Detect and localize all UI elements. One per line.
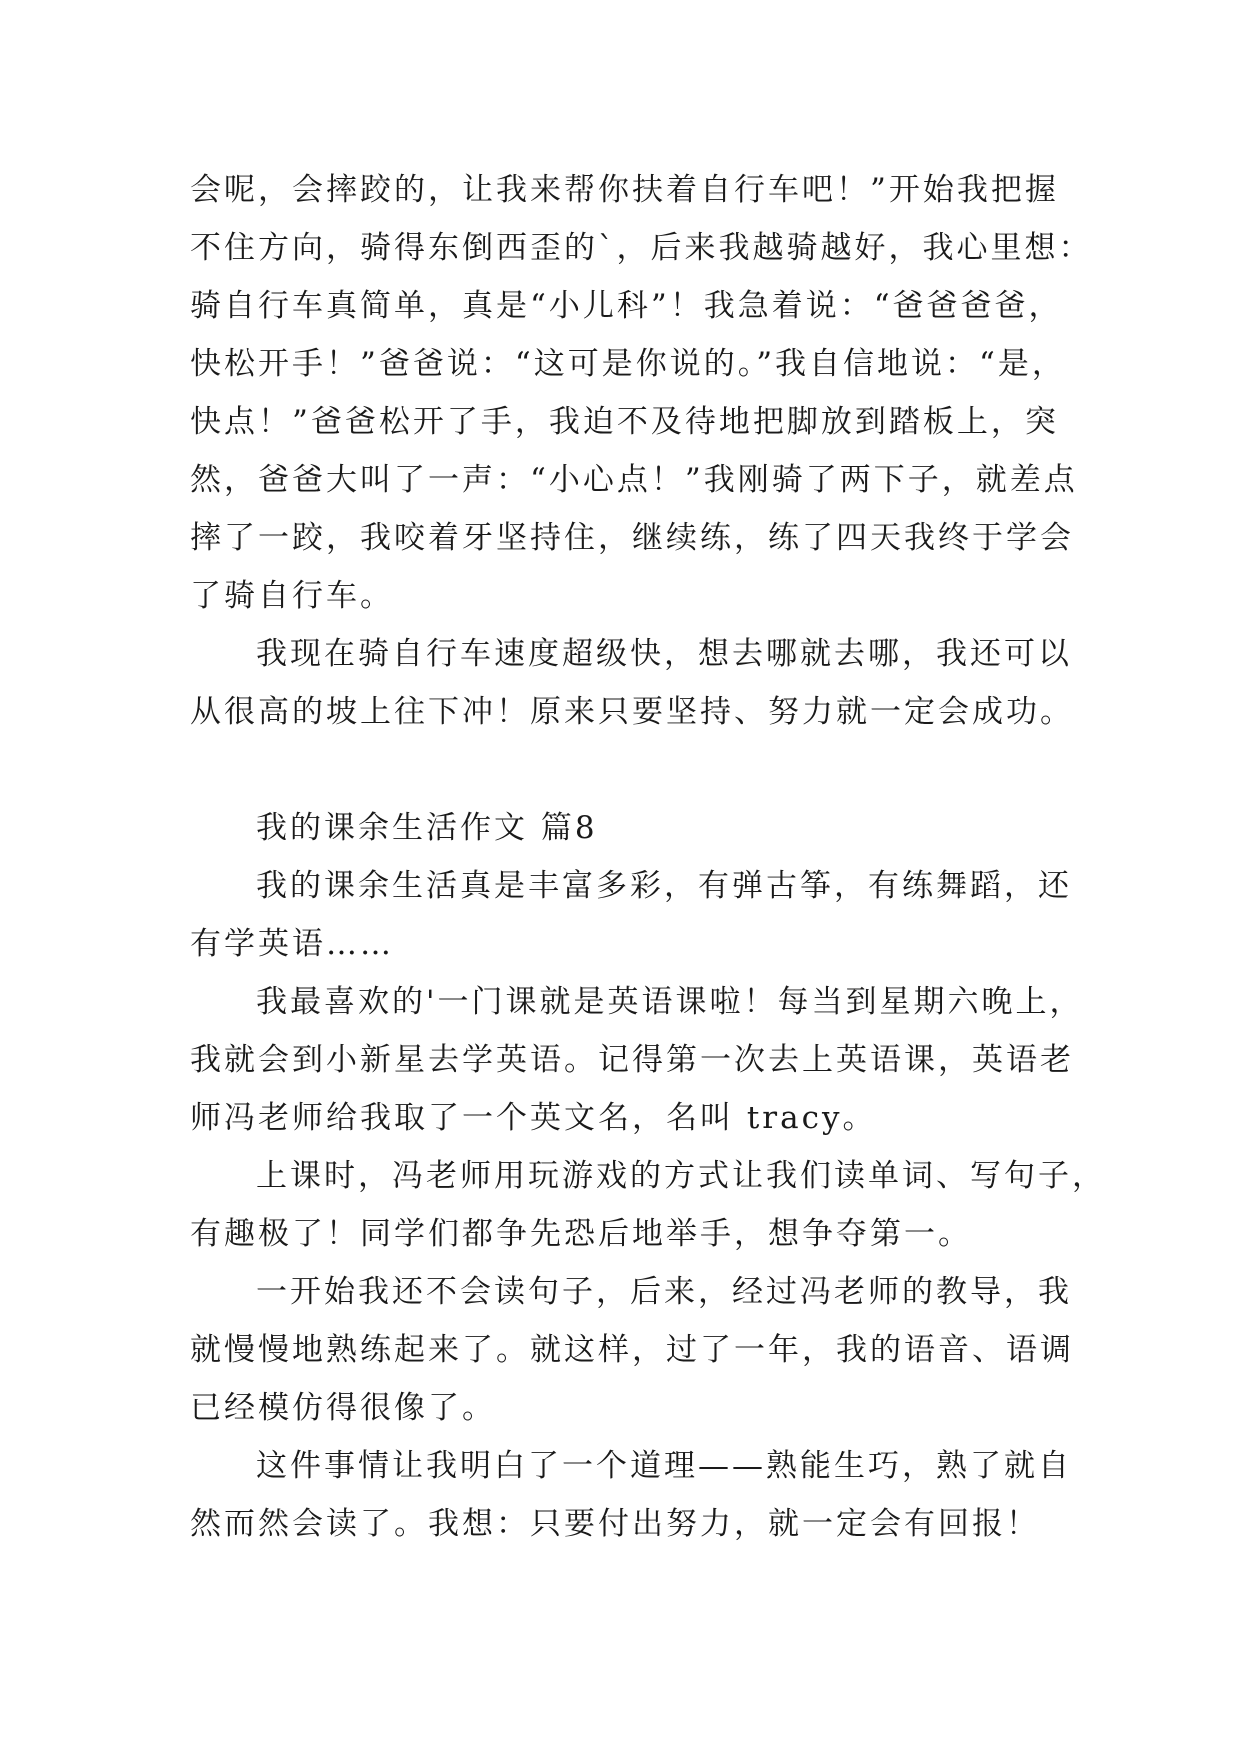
text-line: 已经模仿得很像了。 — [190, 1390, 496, 1426]
text-line: 骑自行车真简单，真是“小儿科”！我急着说：“爸爸爸爸， — [190, 288, 1063, 324]
text-line: 我就会到小新星去学英语。记得第一次去上英语课，英语老 — [190, 1042, 1074, 1078]
text-line: 有趣极了！同学们都争先恐后地举手，想争夺第一。 — [190, 1216, 972, 1252]
text-line: 我的课余生活真是丰富多彩，有弹古筝，有练舞蹈，还 — [256, 868, 1072, 904]
text-line: 快点！”爸爸松开了手，我迫不及待地把脚放到踏板上，突 — [190, 404, 1059, 440]
text-line: 快松开手！”爸爸说：“这可是你说的。”我自信地说：“是， — [190, 346, 1066, 382]
text-line: 然而然会读了。我想：只要付出努力，就一定会有回报！ — [190, 1506, 1040, 1542]
text-line: 了骑自行车。 — [190, 578, 394, 614]
text-line: 师冯老师给我取了一个英文名，名叫 tracy。 — [190, 1100, 877, 1136]
text-line: 从很高的坡上往下冲！原来只要坚持、努力就一定会成功。 — [190, 694, 1074, 730]
text-line: 不住方向，骑得东倒西歪的`，后来我越骑越好，我心里想： — [190, 230, 1093, 266]
text-line: 这件事情让我明白了一个道理——熟能生巧，熟了就自 — [256, 1448, 1072, 1484]
text-line: 就慢慢地熟练起来了。就这样，过了一年，我的语音、语调 — [190, 1332, 1074, 1368]
text-line: 摔了一跤，我咬着牙坚持住，继续练，练了四天我终于学会 — [190, 520, 1074, 556]
text-line: 有学英语…… — [190, 926, 394, 962]
text-line: 一开始我还不会读句子，后来，经过冯老师的教导，我 — [256, 1274, 1072, 1310]
text-line: 会呢，会摔跤的，让我来帮你扶着自行车吧！”开始我把握 — [190, 172, 1059, 208]
text-line: 我最喜欢的'一门课就是英语课啦！每当到星期六晚上， — [256, 984, 1084, 1020]
text-line: 然，爸爸大叫了一声：“小心点！”我刚骑了两下子，就差点 — [190, 462, 1078, 498]
text-line: 我现在骑自行车速度超级快，想去哪就去哪，我还可以 — [256, 636, 1072, 672]
text-line: 上课时，冯老师用玩游戏的方式让我们读单词、写句子， — [256, 1158, 1106, 1194]
section-heading: 我的课余生活作文 篇8 — [256, 810, 598, 846]
